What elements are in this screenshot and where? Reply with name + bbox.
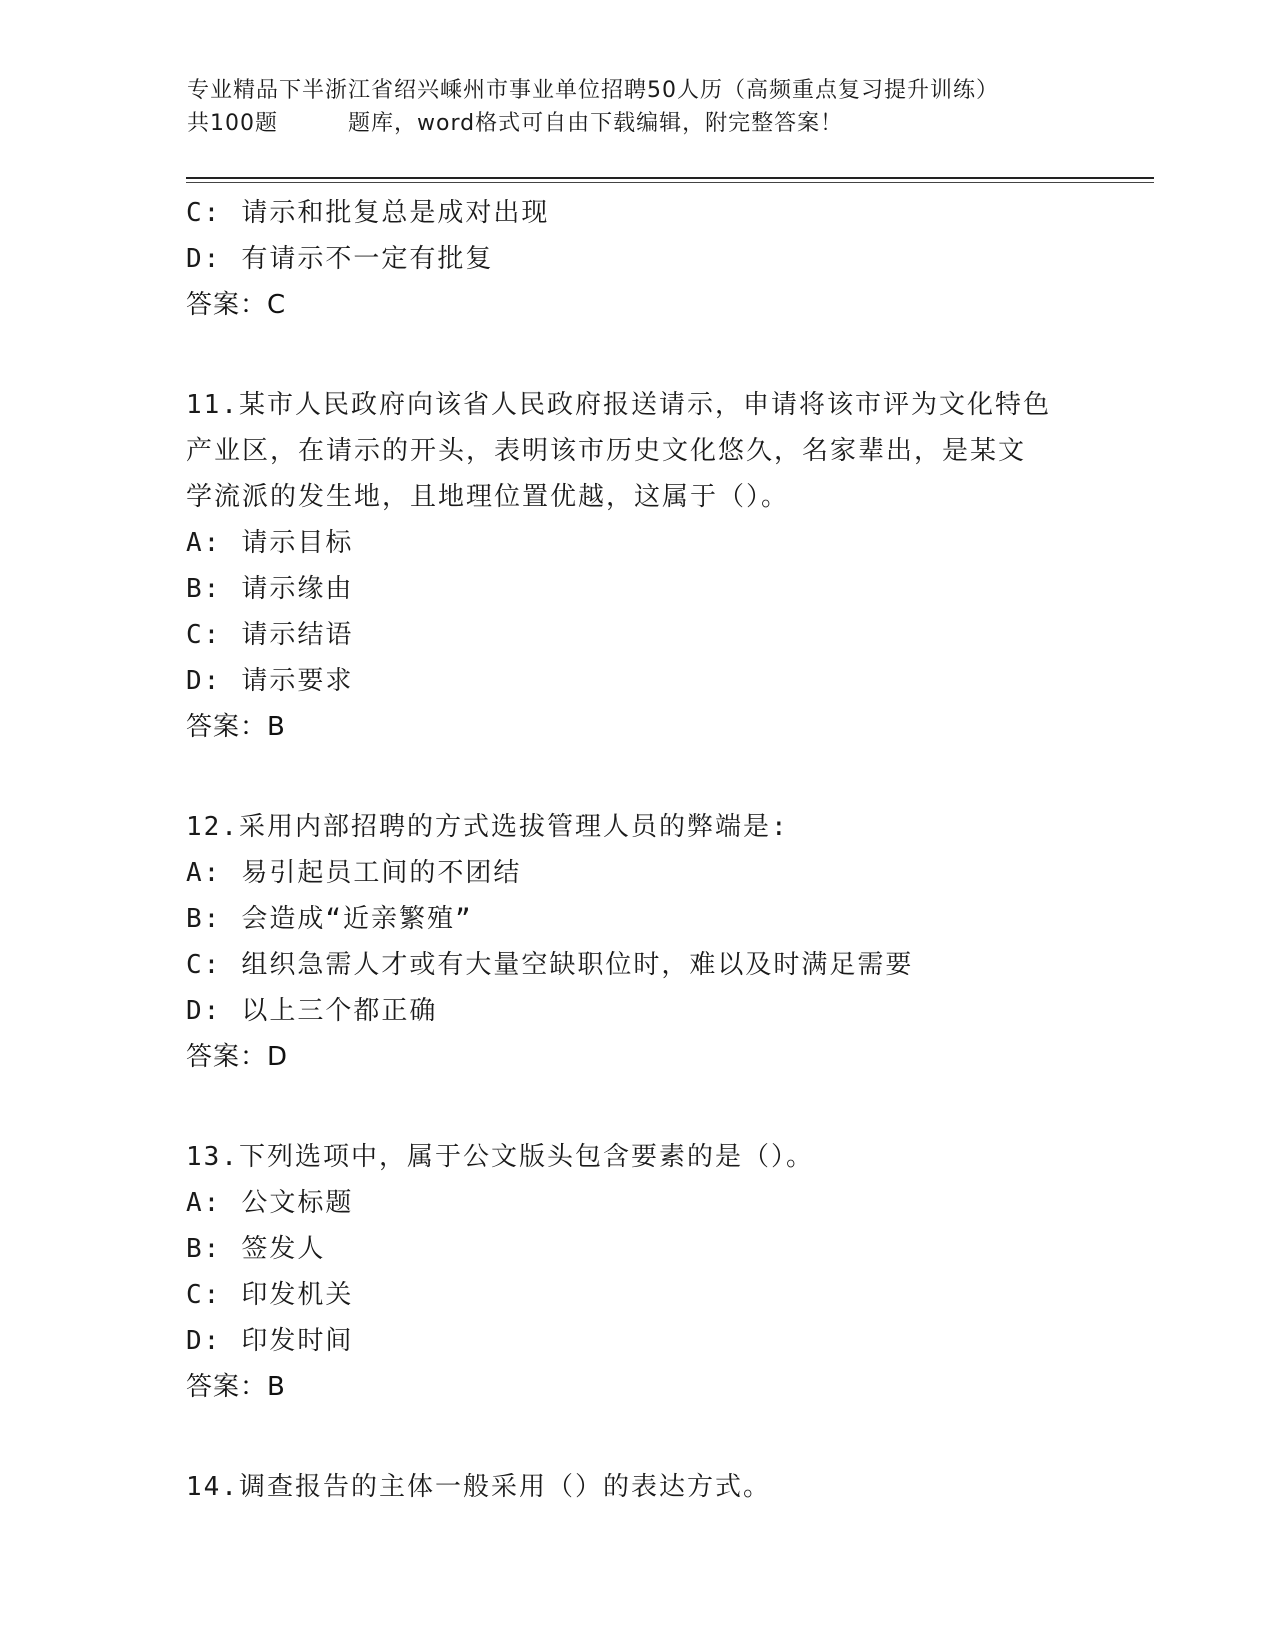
question-stem-line: 13.下列选项中，属于公文版头包含要素的是（）。 [186, 1142, 814, 1172]
option-letter: A: [186, 528, 222, 558]
option-row [186, 1226, 1186, 1272]
page-header [187, 74, 1087, 140]
option-row [186, 658, 1186, 704]
option-text: 请示和批复总是成对出现 [241, 198, 550, 228]
option-row [186, 1272, 1186, 1318]
option-letter: C: [186, 620, 222, 650]
header-question-count: 共100题 [187, 111, 278, 136]
option-letter: B: [186, 1234, 222, 1264]
option-letter: D: [186, 666, 222, 696]
option-row [186, 850, 1186, 896]
answer-line: 答案：C [186, 290, 287, 320]
option-text: 请示要求 [241, 666, 354, 696]
option-letter: C: [186, 950, 222, 980]
option-row [186, 1318, 1186, 1364]
question-11 [186, 382, 1186, 750]
header-subtitle [187, 107, 1087, 140]
option-row [186, 1180, 1186, 1226]
answer-line: 答案：B [186, 712, 286, 742]
question-12 [186, 804, 1186, 1080]
option-row [186, 190, 1186, 236]
question-stem-line: 学流派的发生地，且地理位置优越，这属于（）。 [186, 482, 790, 512]
option-row [186, 942, 1186, 988]
option-letter: C: [186, 198, 222, 228]
option-text: 印发机关 [241, 1280, 354, 1310]
option-letter: D: [186, 244, 222, 274]
option-row [186, 236, 1186, 282]
option-letter: D: [186, 996, 222, 1026]
option-letter: D: [186, 1326, 222, 1356]
option-text: 请示缘由 [241, 574, 354, 604]
option-text: 印发时间 [241, 1326, 354, 1356]
option-text: 有请示不一定有批复 [241, 244, 494, 274]
question-14 [186, 1464, 1186, 1510]
question-13 [186, 1134, 1186, 1410]
option-text: 签发人 [241, 1234, 326, 1264]
option-text: 会造成“近亲繁殖” [241, 904, 473, 934]
header-divider-thin [186, 182, 1154, 183]
option-text: 请示目标 [241, 528, 354, 558]
option-row [186, 896, 1186, 942]
header-title: 专业精品下半浙江省绍兴嵊州市事业单位招聘50人历（高频重点复习提升训练） [187, 78, 999, 103]
option-row [186, 612, 1186, 658]
option-letter: B: [186, 574, 222, 604]
header-divider-thick [186, 177, 1154, 179]
option-letter: A: [186, 858, 222, 888]
option-text: 以上三个都正确 [241, 996, 438, 1026]
question-stem-line: 产业区，在请示的开头，表明该市历史文化悠久，名家辈出，是某文 [186, 436, 1027, 466]
option-text: 公文标题 [241, 1188, 354, 1218]
option-letter: C: [186, 1280, 222, 1310]
option-letter: A: [186, 1188, 222, 1218]
question-10-continued [186, 190, 1186, 328]
option-text: 请示结语 [241, 620, 354, 650]
option-text: 易引起员工间的不团结 [241, 858, 522, 888]
header-description: 题库，word格式可自由下载编辑，附完整答案！ [348, 111, 844, 136]
option-letter: B: [186, 904, 222, 934]
option-text: 组织急需人才或有大量空缺职位时，难以及时满足需要 [241, 950, 914, 980]
question-stem-line: 11.某市人民政府向该省人民政府报送请示，申请将该市评为文化特色 [186, 390, 1051, 420]
option-row [186, 988, 1186, 1034]
answer-line: 答案：B [186, 1372, 286, 1402]
option-row [186, 520, 1186, 566]
answer-line: 答案：D [186, 1042, 289, 1072]
option-row [186, 566, 1186, 612]
question-stem-line: 14.调查报告的主体一般采用（）的表达方式。 [186, 1472, 771, 1502]
question-stem-line: 12.采用内部招聘的方式选拔管理人员的弊端是: [186, 812, 789, 842]
question-list [186, 190, 1186, 1510]
